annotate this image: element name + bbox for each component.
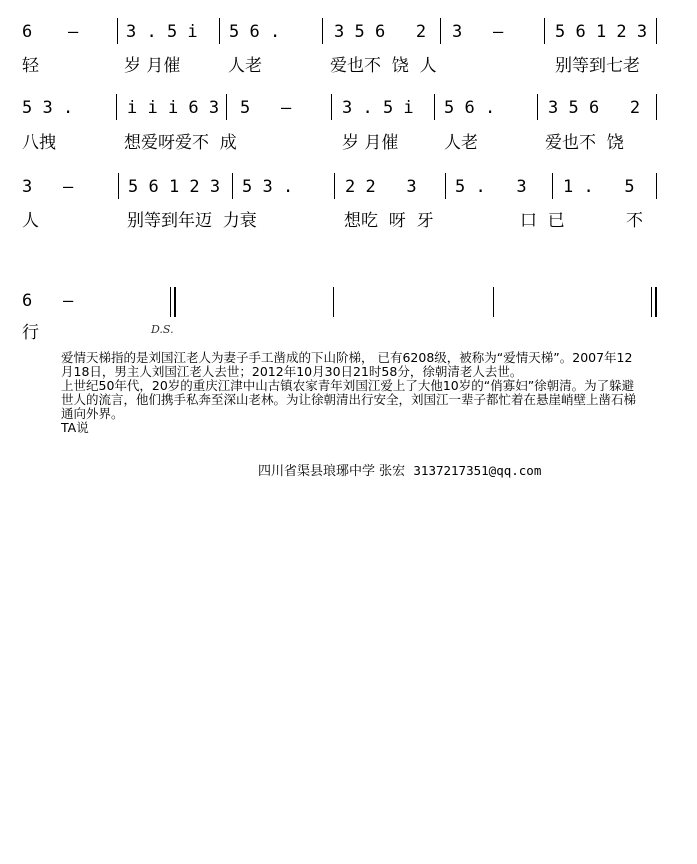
note-group: 5 6 1 2 3 — [555, 22, 648, 42]
lyric-text: 岁 月催 — [342, 133, 399, 153]
story-text — [61, 351, 636, 435]
double-bar-line — [170, 287, 176, 317]
bar-line — [656, 18, 657, 44]
lyric-text: 人 — [22, 211, 39, 231]
note-group: 6 — [22, 22, 33, 42]
bar-line — [331, 94, 332, 120]
note-group: 5 3 . — [242, 177, 294, 197]
note-group: 6 – — [22, 291, 74, 311]
bar-line — [118, 173, 119, 199]
story-paragraph: TA说 — [61, 420, 89, 435]
lyric-text: 爱也不 饶 — [545, 133, 624, 153]
bar-line — [493, 287, 494, 317]
note-group: 1 . 5 — [563, 177, 635, 197]
author-email: 3137217351@qq.com — [413, 463, 542, 478]
lyric-text: 别等到年迈 力衰 — [127, 211, 257, 231]
bar-line — [117, 18, 118, 44]
bar-line — [434, 94, 435, 120]
note-group: 2 2 3 — [345, 177, 417, 197]
lyric-text: 人老 — [228, 56, 262, 76]
note-group: 5 6 . — [444, 98, 496, 118]
lyric-text: 爱也不 饶 人 — [330, 56, 437, 76]
bar-line — [333, 287, 334, 317]
bar-line — [445, 173, 446, 199]
note-group: 3 – — [22, 177, 74, 197]
note-group: i i i 6 3 — [127, 98, 220, 118]
lyric-text: 口 已 — [520, 211, 565, 231]
author-school: 四川省渠县琅琊中学 张宏 — [258, 464, 406, 479]
bar-line — [552, 173, 553, 199]
note-group: 5 3 . — [22, 98, 74, 118]
double-bar-line — [651, 287, 657, 317]
note-group: 5 6 . — [229, 22, 281, 42]
author-credit — [258, 460, 541, 479]
note-group: – — [68, 22, 79, 42]
lyric-text: 人老 — [444, 133, 478, 153]
bar-line — [440, 18, 441, 44]
bar-line — [334, 173, 335, 199]
lyric-text: 行 — [22, 323, 39, 343]
lyric-text: 想吃 呀 牙 — [344, 211, 434, 231]
lyric-text: 想爱呀爱不 成 — [124, 133, 237, 153]
lyric-text: 轻 — [22, 56, 39, 76]
note-group: 3 5 6 2 — [548, 98, 641, 118]
bar-line — [232, 173, 233, 199]
note-group: 5 – — [240, 98, 292, 118]
ds-marking: D.S. — [151, 323, 174, 336]
bar-line — [656, 173, 657, 199]
lyric-text: 岁 月催 — [124, 56, 181, 76]
note-group: 3 . 5 i — [342, 98, 414, 118]
bar-line — [322, 18, 323, 44]
bar-line — [537, 94, 538, 120]
note-group: 5 6 1 2 3 — [128, 177, 221, 197]
bar-line — [656, 94, 657, 120]
note-group: 3 – — [452, 22, 504, 42]
note-group: 5 . 3 — [455, 177, 527, 197]
lyric-text: 八拽 — [22, 133, 56, 153]
note-group: 3 5 6 2 — [334, 22, 427, 42]
story-paragraph: 爱情天梯指的是刘国江老人为妻子手工凿成的下山阶梯， 已有6208级，被称为“爱情天梯”。2007年12月18日，男主人刘国江老人去世；2012年10月30日21时58分，徐朝清老人去世。 — [61, 350, 633, 379]
lyric-text: 不 — [626, 211, 643, 231]
bar-line — [226, 94, 227, 120]
bar-line — [544, 18, 545, 44]
story-paragraph: 上世纪50年代，20岁的重庆江津中山古镇农家青年刘国江爱上了大他10岁的“俏寡妇”徐朝清。为了躲避世人的流言，他们携手私奔至深山老林。为让徐朝清出行安全，刘国江一辈子都忙着在悬崖峭壁上凿石梯通向外界。 — [61, 378, 637, 421]
bar-line — [219, 18, 220, 44]
note-group: 3 . 5 i — [126, 22, 198, 42]
lyric-text: 别等到七老 — [555, 56, 640, 76]
bar-line — [116, 94, 117, 120]
